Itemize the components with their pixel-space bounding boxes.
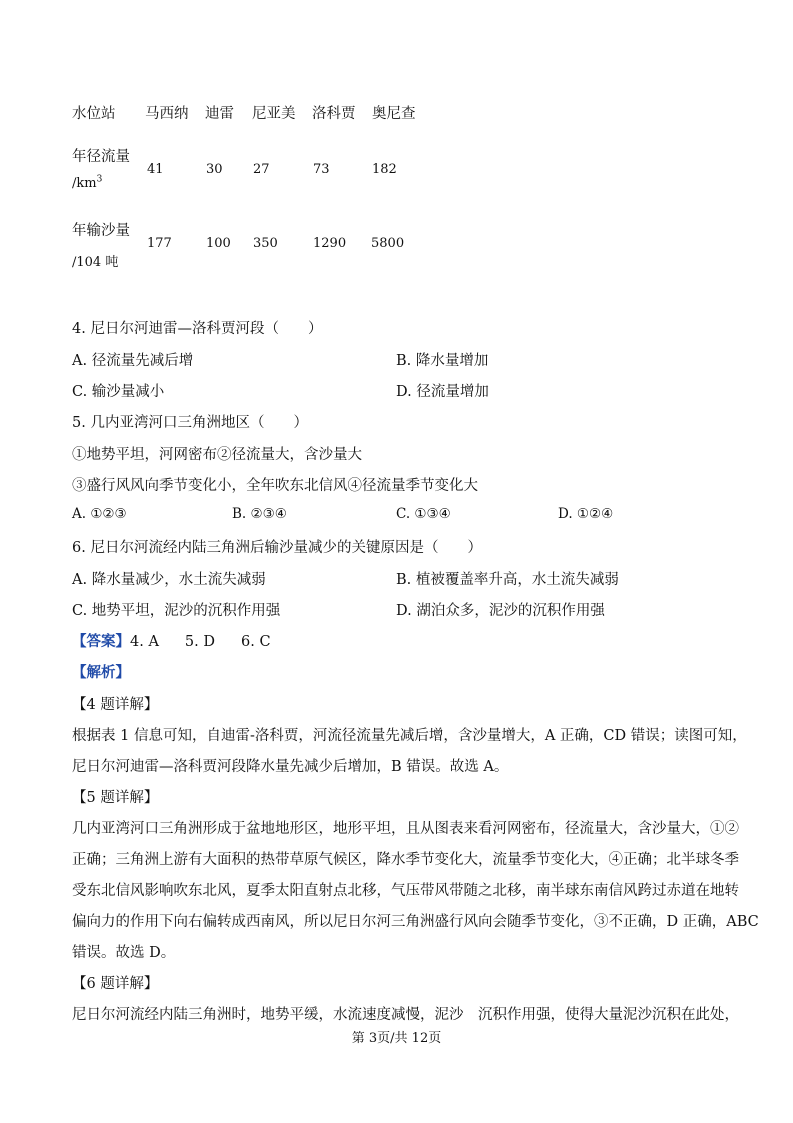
question-5-stem: 5. 几内亚湾河口三角洲地区（ ） [72, 415, 308, 431]
table-cell: 1290 [313, 236, 347, 251]
table-header-cell: 水位站 [72, 106, 116, 122]
analysis-line: 正确；三角洲上游有大面积的热带草原气候区，降水季节变化大，流量季节变化大，④正确；北半球冬季 [72, 852, 739, 868]
analysis-line: 错误。故选 D。 [72, 945, 176, 961]
table-cell: 73 [313, 162, 330, 177]
row-unit: /104 吨 [72, 255, 119, 270]
option-c: C. 地势平坦，泥沙的沉积作用强 [72, 603, 281, 619]
option-b: B. 降水量增加 [396, 353, 489, 369]
answer-tag: 【答案】 [72, 633, 130, 650]
table-header-cell: 迪雷 [205, 106, 234, 122]
analysis-line: 受东北信风影响吹东北风，夏季太阳直射点北移，气压带风带随之北移，南半球东南信风跨过赤道在地转 [72, 883, 739, 899]
table-cell: 350 [253, 236, 278, 251]
section-heading: 【4 题详解】 [72, 697, 159, 713]
option-a: A. 径流量先减后增 [72, 353, 194, 369]
table-header-cell: 马西纳 [145, 106, 189, 122]
statement-line: ①地势平坦，河网密布②径流量大，含沙量大 [72, 447, 362, 463]
option-c: C. ①③④ [396, 506, 451, 522]
table-cell: 30 [206, 162, 223, 177]
table-header-cell: 尼亚美 [252, 106, 296, 122]
answer-item: 4. A [130, 634, 159, 650]
section-heading: 【5 题详解】 [72, 790, 159, 806]
option-b: B. 植被覆盖率升高，水土流失减弱 [396, 572, 619, 588]
row-label: 年径流量 [72, 149, 130, 165]
page-footer: 第 3页/共 12页 [351, 1031, 442, 1046]
analysis-tag: 【解析】 [72, 664, 130, 681]
question-4-stem: 4. 尼日尔河迪雷—洛科贾河段（ ） [72, 321, 323, 337]
option-d: D. 湖泊众多，泥沙的沉积作用强 [396, 603, 605, 619]
analysis-line: 尼日尔河流经内陆三角洲时，地势平缓，水流速度减慢，泥沙 沉积作用强，使得大量泥沙沉积在此处， [72, 1007, 739, 1023]
table-header-cell: 洛科贾 [312, 106, 356, 122]
answer-item: 5. D [184, 634, 215, 650]
option-b: B. ②③④ [232, 506, 287, 522]
analysis-line: 尼日尔河迪雷—洛科贾河段降水量先减少后增加，B 错误。故选 A。 [72, 759, 509, 775]
table-cell: 41 [147, 162, 164, 177]
row-label: 年输沙量 [72, 223, 130, 239]
section-heading: 【6 题详解】 [72, 976, 159, 992]
analysis-line: 几内亚湾河口三角洲形成于盆地地形区，地形平坦，且从图表来看河网密布，径流量大，含沙量大，①② [72, 821, 739, 837]
question-6-stem: 6. 尼日尔河流经内陆三角洲后输沙量减少的关键原因是（ ） [72, 540, 482, 556]
option-a: A. 降水量减少，水土流失减弱 [72, 572, 266, 588]
answer-item: 6. C [241, 634, 271, 650]
option-a: A. ①②③ [72, 506, 127, 522]
table-cell: 5800 [371, 236, 405, 251]
analysis-line: 根据表 1 信息可知，自迪雷-洛科贾，河流径流量先减后增，含沙量增大，A 正确，CD 错误；读图可知， [72, 728, 747, 744]
table-cell: 27 [253, 162, 270, 177]
row-unit: $/km^3$ [72, 174, 103, 191]
option-c: C. 输沙量减小 [72, 384, 165, 400]
table-cell: 182 [372, 162, 397, 177]
statement-line: ③盛行风风向季节变化小，全年吹东北信风④径流量季节变化大 [72, 478, 478, 494]
analysis-line: 偏向力的作用下向右偏转成西南风，所以尼日尔河三角洲盛行风向会随季节变化，③不正确，D 正确，ABC [72, 914, 759, 930]
table-cell: 100 [206, 236, 231, 251]
option-d: D. ①②④ [558, 506, 614, 522]
table-cell: 177 [147, 236, 172, 251]
option-d: D. 径流量增加 [396, 384, 489, 400]
table-header-cell: 奥尼查 [372, 106, 416, 122]
answer-line [72, 630, 271, 651]
